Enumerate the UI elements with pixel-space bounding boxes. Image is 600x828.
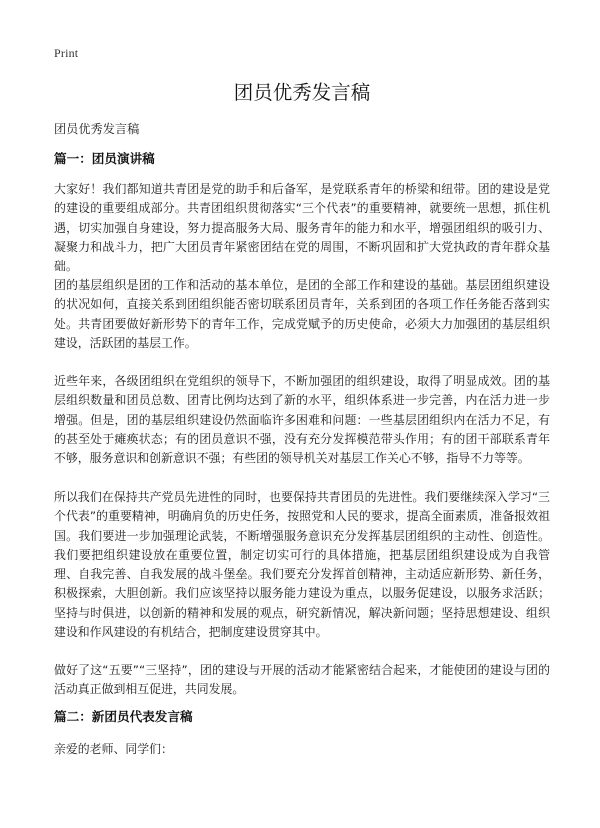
document-title: 团员优秀发言稿 [233, 81, 371, 104]
paragraph: 亲爱的老师、同学们： [54, 742, 173, 756]
print-link[interactable]: Print [54, 46, 79, 60]
paragraph: 大家好！我们都知道共青团是党的助手和后备军，是党联系青年的桥梁和纽带。团的建设是党的建设的重要组成部分。共青团组织贯彻落实“三个代表”的重要精神，就要统一思想，抓住机遇，切实加强自身建设，努力提高服务大局、服务青年的能力和水平，增强团组织的吸引力、凝聚力和战斗力，把广大团员青年紧密团结在党的周围，不断巩固和扩大党执政的青年群众基础。 [54, 182, 550, 274]
paragraph: 团的基层组织是团的工作和活动的基本单位，是团的全部工作和建设的基础。基层团组织建设的状况如何，直接关系到团组织能否密切联系团员青年，关系到团的各项工作任务能否落到实处。共青团要做好新形势下的青年工作，完成党赋予的历史使命，必须大力加强团的基层组织建设，活跃团的基层工作。 [54, 278, 550, 350]
section-heading-1: 篇一：团员演讲稿 [54, 151, 155, 166]
document-subtitle: 团员优秀发言稿 [54, 122, 140, 136]
paragraph: 做好了这“五要”“三坚持”，团的建设与开展的活动才能紧密结合起来，才能使团的建设与团的活动真正做到相互促进，共同发展。 [54, 663, 550, 697]
paragraph: 所以我们在保持共产党员先进性的同时，也要保持共青团员的先进性。我们要继续深入学习“三个代表”的重要精神，明确肩负的历史任务，按照党和人民的要求，提高全面素质，准备报效祖国。我们要进一步加强理论武装，不断增强服务意识充分发挥基层团组织的主动性、创造性。我们要把组织建设放在重要位置，制定切实可行的具体措施，把基层团组织建设成为自我管理、自我完善、自我发展的战斗堡垒。我们要充分发挥首创精神，主动适应新形势、新任务，积极探索，大胆创新。我们应该坚持以服务能力建设为重点，以服务促建设，以服务求活跃；坚持与时俱进，以创新的精神和发展的观点，研究新情况，解决新问题；坚持思想建设、组织建设和作风建设的有机结合，把制度建设贯穿其中。 [54, 490, 550, 640]
paragraph: 近些年来，各级团组织在党组织的领导下，不断加强团的组织建设，取得了明显成效。团的基层组织数量和团员总数、团青比例均达到了新的水平，组织体系进一步完善，内在活力进一步增强。但是，团的基层组织建设仍然面临许多困难和问题：一些基层团组织内在活力不足，有的甚至处于瘫痪状态；有的团员意识不强，没有充分发挥模范带头作用；有的团干部联系青年不够，服务意识和创新意识不强；有些团的领导机关对基层工作关心不够，指导不力等等。 [54, 374, 550, 466]
section-heading-2: 篇二：新团员代表发言稿 [54, 709, 193, 724]
